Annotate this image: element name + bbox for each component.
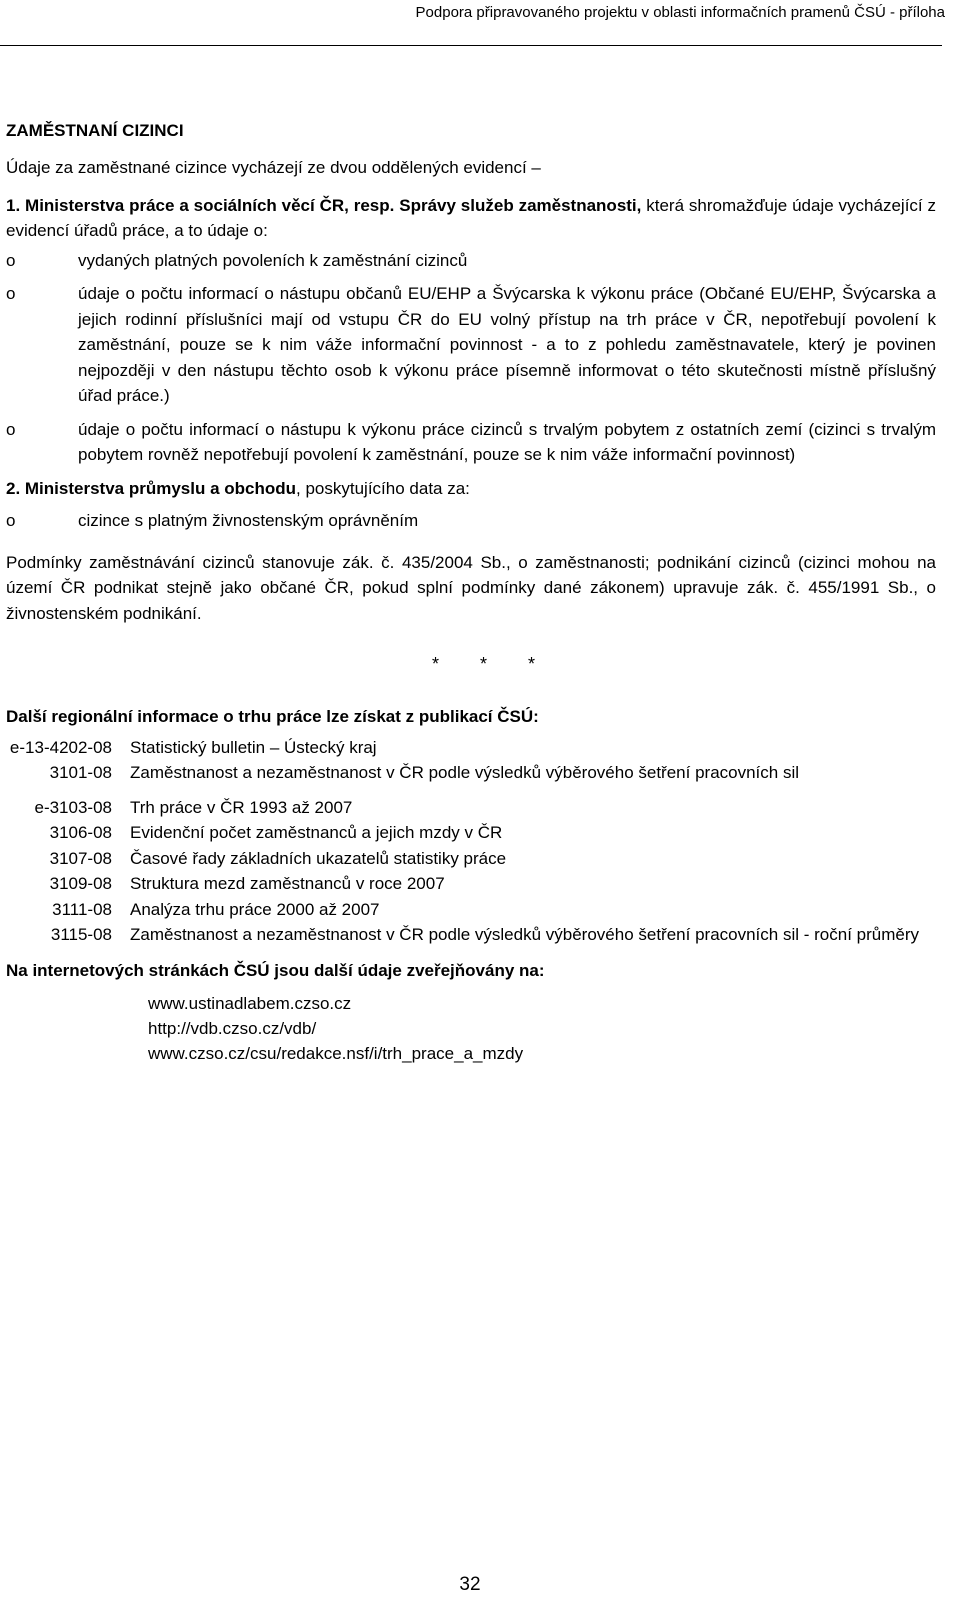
web-link[interactable]: www.czso.cz/csu/redakce.nsf/i/trh_prace_a_mzdy [148, 1043, 524, 1063]
publication-code: 3106-08 [49, 823, 112, 842]
publication-title: Zaměstnanost a nezaměstnanost v ČR podle výsledků výběrového šetření pracovních sil - roční průměry [130, 925, 919, 944]
publication-code: 3115-08 [50, 925, 112, 944]
publication-title: Zaměstnanost a nezaměstnanost v ČR podle výsledků výběrového šetření pracovních sil [130, 763, 800, 782]
publication-list [6, 735, 936, 948]
list-item [6, 281, 936, 409]
bullet-marker: o [6, 511, 16, 530]
publication-row [6, 795, 936, 821]
item-1-bold: 1. Ministerstva práce a sociálních věcí ČR, resp. Správy služeb zaměstnanosti, [6, 195, 642, 215]
item-1-rest: která shromažďuje údaje vycházející z evidencí úřadů práce, a to údaje o: [6, 195, 937, 240]
list-item [6, 508, 936, 534]
publication-title: Evidenční počet zaměstnanců a jejich mzdy v ČR [130, 823, 503, 842]
document-body [6, 118, 936, 1066]
item-1-paragraph [6, 193, 936, 244]
publication-row [6, 760, 936, 786]
publication-code: e-3103-08 [34, 797, 112, 817]
web-heading: Na internetových stránkách ČSÚ jsou další údaje zveřejňovány na: [6, 960, 545, 980]
publication-row [6, 735, 936, 761]
bullet-marker: o [6, 284, 16, 303]
publications-heading: Další regionální informace o trhu práce lze získat z publikací ČSÚ: [6, 706, 539, 726]
bullet-marker: o [6, 419, 16, 439]
web-link[interactable]: www.ustinadlabem.czso.cz [148, 993, 352, 1013]
publication-title: Statistický bulletin – Ústecký kraj [130, 737, 377, 757]
publication-row [6, 820, 936, 846]
web-link-list [6, 991, 936, 1066]
publication-title: Struktura mezd zaměstnanců v roce 2007 [130, 874, 445, 893]
list-item-text: vydaných platných povoleních k zaměstnání cizinců [78, 250, 468, 270]
item-2-rest: , poskytujícího data za: [296, 478, 470, 498]
publication-row [6, 871, 936, 897]
item-1-bullet-list [6, 248, 936, 468]
item-2-bullet-list [6, 508, 936, 534]
publication-title: Trh práce v ČR 1993 až 2007 [130, 797, 353, 817]
publication-code: 3111-08 [52, 899, 112, 919]
publication-row [6, 922, 936, 948]
page-number: 32 [459, 1574, 481, 1595]
publication-code: 3109-08 [49, 874, 112, 893]
item-2-bold: 2. Ministerstva průmyslu a obchodu [6, 478, 297, 498]
publication-code: 3107-08 [49, 848, 112, 868]
publication-code: e-13-4202-08 [9, 737, 112, 757]
publication-title: Časové řady základních ukazatelů statistiky práce [130, 848, 507, 868]
intro-paragraph: Údaje za zaměstnané cizince vycházejí ze dvou oddělených evidencí – [6, 158, 541, 177]
web-link[interactable]: http://vdb.czso.cz/vdb/ [148, 1018, 317, 1038]
list-item [6, 417, 936, 468]
header-rule [0, 45, 942, 46]
list-item-text: cizince s platným živnostenským oprávněním [78, 511, 419, 530]
publication-row [6, 897, 936, 923]
list-item [6, 248, 936, 274]
item-2-paragraph [6, 476, 936, 502]
separator-stars: * * * [432, 654, 554, 674]
running-header: Podpora připravovaného projektu v oblasti informačních pramenů ČSÚ - příloha [415, 4, 945, 21]
law-paragraph: Podmínky zaměstnávání cizinců stanovuje zák. č. 435/2004 Sb., o zaměstnanosti; podnikání cizinců (cizinci mohou na území ČR podnikat stejně jako občané ČR, pokud splní podmínky dané zákonem) upravuje zák. č. 455/1991 Sb., o živnostenském podnikání. [6, 552, 936, 623]
section-title: ZAMĚSTNANÍ CIZINCI [6, 121, 184, 140]
publication-title: Analýza trhu práce 2000 až 2007 [130, 899, 380, 919]
publication-row [6, 846, 936, 872]
list-item-text: údaje o počtu informací o nástupu k výkonu práce cizinců s trvalým pobytem z ostatních zemí (cizinci s trvalým pobytem rovněž nepotřebují povolení k zaměstnání, pouze se k nim váže informační povinnost) [78, 419, 936, 464]
bullet-marker: o [6, 250, 16, 270]
publication-code: 3101-08 [49, 763, 112, 782]
list-item-text: údaje o počtu informací o nástupu občanů EU/EHP a Švýcarska k výkonu práce (Občané EU/EHP, Švýcarska a jejich rodinní příslušníci mají od vstupu ČR do EU volný přístup na trh práce v ČR, nepotřebují povolení k zaměstnání, pouze se k nim váže informační povinnost - a to z pohledu zaměstnavatele, který je povinen nejpozději v den nástupu těchto osob k výkonu práce písemně informovat o této skutečnosti místně příslušný úřad práce.) [78, 284, 936, 405]
